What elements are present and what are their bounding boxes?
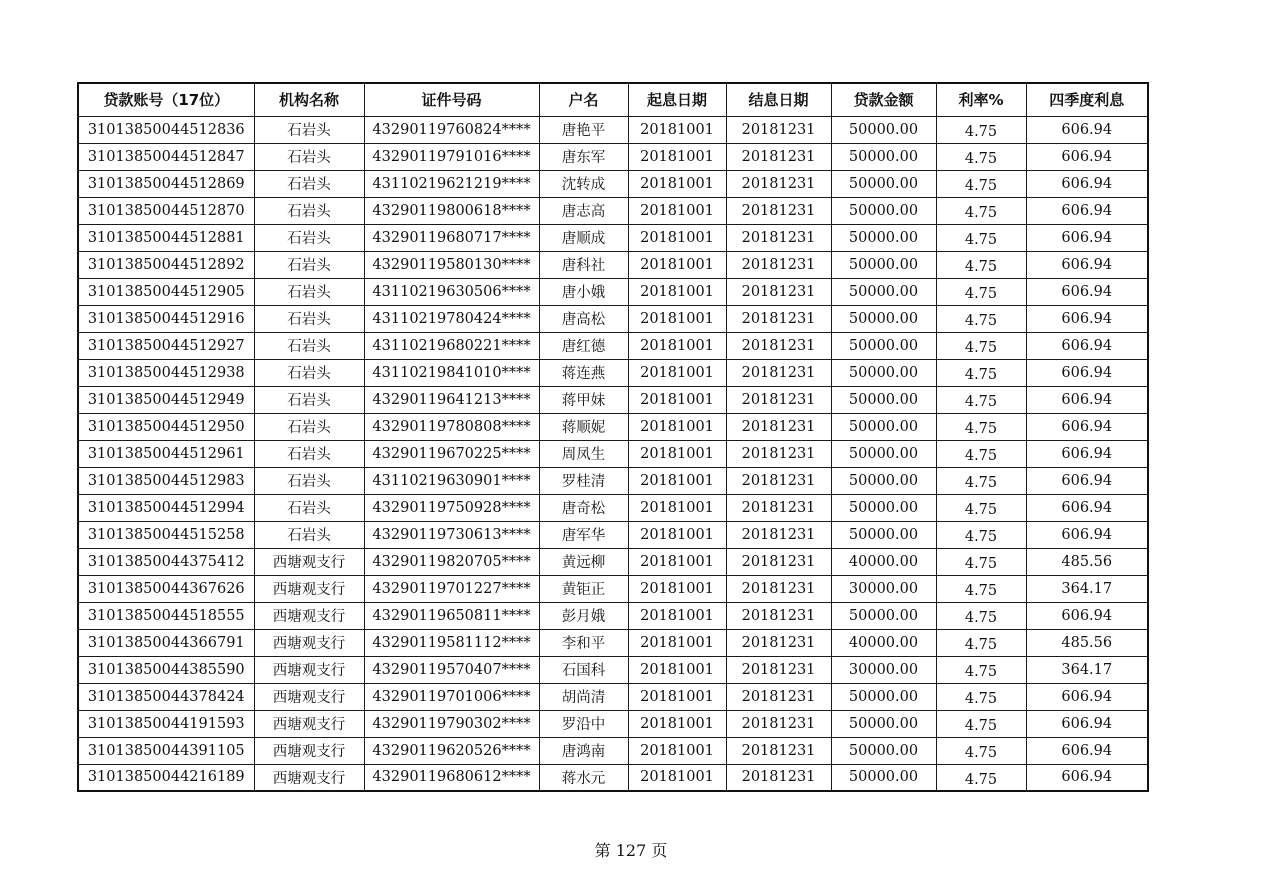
start-date-cell: 20181001 xyxy=(628,494,726,521)
institution-cell: 石岩头 xyxy=(254,467,364,494)
interest-rate-cell: 4.75 xyxy=(936,278,1026,305)
interest-rate-cell: 4.75 xyxy=(936,710,1026,737)
id-number-cell: 43290119680612**** xyxy=(364,764,539,791)
start-date-cell: 20181001 xyxy=(628,656,726,683)
loan-account-cell: 31013850044512836 xyxy=(78,116,254,143)
interest-rate-cell: 4.75 xyxy=(936,737,1026,764)
settlement-date-cell: 20181231 xyxy=(726,683,831,710)
account-name-cell: 周凤生 xyxy=(539,440,628,467)
q4-interest-cell: 606.94 xyxy=(1026,413,1148,440)
account-name-cell: 唐红德 xyxy=(539,332,628,359)
q4-interest-cell: 606.94 xyxy=(1026,683,1148,710)
loan-account-cell: 31013850044191593 xyxy=(78,710,254,737)
interest-rate-cell: 4.75 xyxy=(936,629,1026,656)
start-date-cell: 20181001 xyxy=(628,332,726,359)
q4-interest-cell: 606.94 xyxy=(1026,143,1148,170)
loan-account-cell: 31013850044512905 xyxy=(78,278,254,305)
loan-amount-cell: 40000.00 xyxy=(831,548,936,575)
id-number-cell: 43110219841010**** xyxy=(364,359,539,386)
q4-interest-cell: 606.94 xyxy=(1026,494,1148,521)
loan-account-cell: 31013850044512994 xyxy=(78,494,254,521)
loan-account-cell: 31013850044512869 xyxy=(78,170,254,197)
loan-account-cell: 31013850044512949 xyxy=(78,386,254,413)
loan-account-cell: 31013850044512881 xyxy=(78,224,254,251)
interest-rate-cell: 4.75 xyxy=(936,467,1026,494)
account-name-cell: 黄钜正 xyxy=(539,575,628,602)
settlement-date-cell: 20181231 xyxy=(726,656,831,683)
id-number-cell: 43290119750928**** xyxy=(364,494,539,521)
q4-interest-cell: 606.94 xyxy=(1026,305,1148,332)
loan-amount-cell: 50000.00 xyxy=(831,440,936,467)
interest-rate-cell: 4.75 xyxy=(936,413,1026,440)
start-date-cell: 20181001 xyxy=(628,602,726,629)
header-row xyxy=(78,83,1148,116)
settlement-date-cell: 20181231 xyxy=(726,764,831,791)
table-row xyxy=(78,764,1148,791)
loan-amount-cell: 50000.00 xyxy=(831,683,936,710)
settlement-date-cell: 20181231 xyxy=(726,170,831,197)
id-number-cell: 43290119581112**** xyxy=(364,629,539,656)
account-name-cell: 李和平 xyxy=(539,629,628,656)
header-settlement-date: 结息日期 xyxy=(726,83,831,116)
interest-rate-cell: 4.75 xyxy=(936,602,1026,629)
table-row xyxy=(78,305,1148,332)
account-name-cell: 罗桂清 xyxy=(539,467,628,494)
id-number-cell: 43290119701006**** xyxy=(364,683,539,710)
loan-account-cell: 31013850044512938 xyxy=(78,359,254,386)
start-date-cell: 20181001 xyxy=(628,683,726,710)
institution-cell: 石岩头 xyxy=(254,143,364,170)
loan-amount-cell: 50000.00 xyxy=(831,359,936,386)
table-body xyxy=(78,116,1148,791)
q4-interest-cell: 606.94 xyxy=(1026,332,1148,359)
interest-rate-cell: 4.75 xyxy=(936,143,1026,170)
id-number-cell: 43290119680717**** xyxy=(364,224,539,251)
loan-amount-cell: 50000.00 xyxy=(831,224,936,251)
settlement-date-cell: 20181231 xyxy=(726,521,831,548)
table-row xyxy=(78,440,1148,467)
id-number-cell: 43290119641213**** xyxy=(364,386,539,413)
q4-interest-cell: 606.94 xyxy=(1026,116,1148,143)
header-institution: 机构名称 xyxy=(254,83,364,116)
settlement-date-cell: 20181231 xyxy=(726,602,831,629)
id-number-cell: 43290119670225**** xyxy=(364,440,539,467)
account-name-cell: 蒋甲妹 xyxy=(539,386,628,413)
loan-amount-cell: 50000.00 xyxy=(831,305,936,332)
settlement-date-cell: 20181231 xyxy=(726,278,831,305)
start-date-cell: 20181001 xyxy=(628,359,726,386)
institution-cell: 石岩头 xyxy=(254,251,364,278)
account-name-cell: 罗沿中 xyxy=(539,710,628,737)
institution-cell: 石岩头 xyxy=(254,278,364,305)
settlement-date-cell: 20181231 xyxy=(726,332,831,359)
account-name-cell: 彭月娥 xyxy=(539,602,628,629)
id-number-cell: 43110219680221**** xyxy=(364,332,539,359)
loan-account-cell: 31013850044512870 xyxy=(78,197,254,224)
table-row xyxy=(78,629,1148,656)
loan-account-cell: 31013850044512961 xyxy=(78,440,254,467)
account-name-cell: 黄远柳 xyxy=(539,548,628,575)
loan-account-cell: 31013850044512927 xyxy=(78,332,254,359)
account-name-cell: 唐艳平 xyxy=(539,116,628,143)
id-number-cell: 43110219630901**** xyxy=(364,467,539,494)
account-name-cell: 石国科 xyxy=(539,656,628,683)
id-number-cell: 43110219630506**** xyxy=(364,278,539,305)
account-name-cell: 蒋水元 xyxy=(539,764,628,791)
account-name-cell: 蒋顺妮 xyxy=(539,413,628,440)
id-number-cell: 43290119820705**** xyxy=(364,548,539,575)
account-name-cell: 唐军华 xyxy=(539,521,628,548)
account-name-cell: 唐小娥 xyxy=(539,278,628,305)
settlement-date-cell: 20181231 xyxy=(726,224,831,251)
institution-cell: 石岩头 xyxy=(254,116,364,143)
q4-interest-cell: 606.94 xyxy=(1026,224,1148,251)
table-row xyxy=(78,251,1148,278)
table-row xyxy=(78,548,1148,575)
start-date-cell: 20181001 xyxy=(628,467,726,494)
loan-amount-cell: 40000.00 xyxy=(831,629,936,656)
interest-rate-cell: 4.75 xyxy=(936,197,1026,224)
interest-rate-cell: 4.75 xyxy=(936,170,1026,197)
q4-interest-cell: 606.94 xyxy=(1026,521,1148,548)
table-row xyxy=(78,359,1148,386)
loan-account-cell: 31013850044378424 xyxy=(78,683,254,710)
table-row xyxy=(78,143,1148,170)
loan-amount-cell: 50000.00 xyxy=(831,251,936,278)
table-row xyxy=(78,278,1148,305)
loan-account-cell: 31013850044391105 xyxy=(78,737,254,764)
loan-amount-cell: 50000.00 xyxy=(831,197,936,224)
settlement-date-cell: 20181231 xyxy=(726,305,831,332)
loan-amount-cell: 30000.00 xyxy=(831,656,936,683)
loan-account-cell: 31013850044512950 xyxy=(78,413,254,440)
start-date-cell: 20181001 xyxy=(628,575,726,602)
loan-interest-table xyxy=(77,82,1149,792)
institution-cell: 石岩头 xyxy=(254,521,364,548)
institution-cell: 西塘观支行 xyxy=(254,548,364,575)
id-number-cell: 43290119791016**** xyxy=(364,143,539,170)
header-q4-interest: 四季度利息 xyxy=(1026,83,1148,116)
start-date-cell: 20181001 xyxy=(628,413,726,440)
institution-cell: 西塘观支行 xyxy=(254,575,364,602)
loan-amount-cell: 50000.00 xyxy=(831,413,936,440)
id-number-cell: 43110219621219**** xyxy=(364,170,539,197)
settlement-date-cell: 20181231 xyxy=(726,494,831,521)
institution-cell: 石岩头 xyxy=(254,413,364,440)
settlement-date-cell: 20181231 xyxy=(726,629,831,656)
institution-cell: 西塘观支行 xyxy=(254,629,364,656)
account-name-cell: 唐科社 xyxy=(539,251,628,278)
loan-account-cell: 31013850044375412 xyxy=(78,548,254,575)
interest-rate-cell: 4.75 xyxy=(936,521,1026,548)
institution-cell: 石岩头 xyxy=(254,494,364,521)
loan-amount-cell: 50000.00 xyxy=(831,278,936,305)
loan-amount-cell: 50000.00 xyxy=(831,710,936,737)
loan-amount-cell: 50000.00 xyxy=(831,602,936,629)
table-row xyxy=(78,170,1148,197)
loan-amount-cell: 50000.00 xyxy=(831,737,936,764)
q4-interest-cell: 485.56 xyxy=(1026,548,1148,575)
institution-cell: 西塘观支行 xyxy=(254,737,364,764)
id-number-cell: 43290119800618**** xyxy=(364,197,539,224)
q4-interest-cell: 606.94 xyxy=(1026,278,1148,305)
start-date-cell: 20181001 xyxy=(628,521,726,548)
table-row xyxy=(78,521,1148,548)
institution-cell: 石岩头 xyxy=(254,305,364,332)
id-number-cell: 43290119620526**** xyxy=(364,737,539,764)
start-date-cell: 20181001 xyxy=(628,170,726,197)
settlement-date-cell: 20181231 xyxy=(726,359,831,386)
loan-amount-cell: 50000.00 xyxy=(831,494,936,521)
start-date-cell: 20181001 xyxy=(628,143,726,170)
id-number-cell: 43290119780808**** xyxy=(364,413,539,440)
interest-rate-cell: 4.75 xyxy=(936,494,1026,521)
start-date-cell: 20181001 xyxy=(628,251,726,278)
institution-cell: 石岩头 xyxy=(254,197,364,224)
institution-cell: 石岩头 xyxy=(254,386,364,413)
loan-account-cell: 31013850044367626 xyxy=(78,575,254,602)
table-row xyxy=(78,602,1148,629)
start-date-cell: 20181001 xyxy=(628,440,726,467)
q4-interest-cell: 606.94 xyxy=(1026,764,1148,791)
q4-interest-cell: 606.94 xyxy=(1026,251,1148,278)
settlement-date-cell: 20181231 xyxy=(726,413,831,440)
interest-rate-cell: 4.75 xyxy=(936,683,1026,710)
institution-cell: 西塘观支行 xyxy=(254,602,364,629)
table-row xyxy=(78,386,1148,413)
table-row xyxy=(78,332,1148,359)
table-row xyxy=(78,683,1148,710)
institution-cell: 石岩头 xyxy=(254,332,364,359)
settlement-date-cell: 20181231 xyxy=(726,143,831,170)
interest-rate-cell: 4.75 xyxy=(936,116,1026,143)
interest-rate-cell: 4.75 xyxy=(936,332,1026,359)
start-date-cell: 20181001 xyxy=(628,764,726,791)
table-row xyxy=(78,575,1148,602)
institution-cell: 石岩头 xyxy=(254,224,364,251)
loan-account-cell: 31013850044512847 xyxy=(78,143,254,170)
loan-account-cell: 31013850044518555 xyxy=(78,602,254,629)
q4-interest-cell: 606.94 xyxy=(1026,602,1148,629)
loan-amount-cell: 50000.00 xyxy=(831,467,936,494)
interest-rate-cell: 4.75 xyxy=(936,359,1026,386)
interest-rate-cell: 4.75 xyxy=(936,764,1026,791)
loan-amount-cell: 50000.00 xyxy=(831,521,936,548)
q4-interest-cell: 606.94 xyxy=(1026,170,1148,197)
institution-cell: 西塘观支行 xyxy=(254,683,364,710)
loan-account-cell: 31013850044366791 xyxy=(78,629,254,656)
q4-interest-cell: 606.94 xyxy=(1026,737,1148,764)
q4-interest-cell: 485.56 xyxy=(1026,629,1148,656)
interest-rate-cell: 4.75 xyxy=(936,224,1026,251)
interest-rate-cell: 4.75 xyxy=(936,305,1026,332)
id-number-cell: 43290119650811**** xyxy=(364,602,539,629)
start-date-cell: 20181001 xyxy=(628,116,726,143)
q4-interest-cell: 364.17 xyxy=(1026,575,1148,602)
loan-amount-cell: 50000.00 xyxy=(831,332,936,359)
start-date-cell: 20181001 xyxy=(628,278,726,305)
q4-interest-cell: 364.17 xyxy=(1026,656,1148,683)
header-interest-rate: 利率% xyxy=(936,83,1026,116)
start-date-cell: 20181001 xyxy=(628,305,726,332)
account-name-cell: 唐鸿南 xyxy=(539,737,628,764)
account-name-cell: 唐志高 xyxy=(539,197,628,224)
header-loan-account: 贷款账号（17位） xyxy=(78,83,254,116)
id-number-cell: 43290119790302**** xyxy=(364,710,539,737)
settlement-date-cell: 20181231 xyxy=(726,251,831,278)
id-number-cell: 43290119730613**** xyxy=(364,521,539,548)
loan-amount-cell: 50000.00 xyxy=(831,116,936,143)
start-date-cell: 20181001 xyxy=(628,548,726,575)
institution-cell: 西塘观支行 xyxy=(254,710,364,737)
q4-interest-cell: 606.94 xyxy=(1026,386,1148,413)
institution-cell: 西塘观支行 xyxy=(254,656,364,683)
header-id-number: 证件号码 xyxy=(364,83,539,116)
interest-rate-cell: 4.75 xyxy=(936,440,1026,467)
table-row xyxy=(78,467,1148,494)
settlement-date-cell: 20181231 xyxy=(726,467,831,494)
id-number-cell: 43290119701227**** xyxy=(364,575,539,602)
loan-account-cell: 31013850044512892 xyxy=(78,251,254,278)
settlement-date-cell: 20181231 xyxy=(726,737,831,764)
table-row xyxy=(78,494,1148,521)
loan-account-cell: 31013850044385590 xyxy=(78,656,254,683)
settlement-date-cell: 20181231 xyxy=(726,440,831,467)
id-number-cell: 43290119580130**** xyxy=(364,251,539,278)
q4-interest-cell: 606.94 xyxy=(1026,197,1148,224)
loan-amount-cell: 50000.00 xyxy=(831,170,936,197)
loan-account-cell: 31013850044512983 xyxy=(78,467,254,494)
interest-rate-cell: 4.75 xyxy=(936,386,1026,413)
table-row xyxy=(78,413,1148,440)
settlement-date-cell: 20181231 xyxy=(726,386,831,413)
header-account-name: 户名 xyxy=(539,83,628,116)
settlement-date-cell: 20181231 xyxy=(726,575,831,602)
table-row xyxy=(78,710,1148,737)
start-date-cell: 20181001 xyxy=(628,197,726,224)
institution-cell: 石岩头 xyxy=(254,359,364,386)
start-date-cell: 20181001 xyxy=(628,629,726,656)
q4-interest-cell: 606.94 xyxy=(1026,359,1148,386)
interest-rate-cell: 4.75 xyxy=(936,251,1026,278)
table-row xyxy=(78,737,1148,764)
settlement-date-cell: 20181231 xyxy=(726,116,831,143)
loan-account-cell: 31013850044515258 xyxy=(78,521,254,548)
table-row xyxy=(78,116,1148,143)
interest-rate-cell: 4.75 xyxy=(936,575,1026,602)
loan-amount-cell: 50000.00 xyxy=(831,386,936,413)
loan-amount-cell: 50000.00 xyxy=(831,143,936,170)
institution-cell: 石岩头 xyxy=(254,170,364,197)
account-name-cell: 唐东军 xyxy=(539,143,628,170)
account-name-cell: 蒋连燕 xyxy=(539,359,628,386)
page-number: 第 127 页 xyxy=(594,841,668,860)
table-row xyxy=(78,224,1148,251)
start-date-cell: 20181001 xyxy=(628,224,726,251)
interest-rate-cell: 4.75 xyxy=(936,548,1026,575)
table-row xyxy=(78,197,1148,224)
q4-interest-cell: 606.94 xyxy=(1026,710,1148,737)
loan-account-cell: 31013850044216189 xyxy=(78,764,254,791)
account-name-cell: 胡尚清 xyxy=(539,683,628,710)
start-date-cell: 20181001 xyxy=(628,710,726,737)
settlement-date-cell: 20181231 xyxy=(726,548,831,575)
settlement-date-cell: 20181231 xyxy=(726,710,831,737)
q4-interest-cell: 606.94 xyxy=(1026,467,1148,494)
institution-cell: 西塘观支行 xyxy=(254,764,364,791)
id-number-cell: 43110219780424**** xyxy=(364,305,539,332)
account-name-cell: 唐奇松 xyxy=(539,494,628,521)
id-number-cell: 43290119570407**** xyxy=(364,656,539,683)
account-name-cell: 唐顺成 xyxy=(539,224,628,251)
id-number-cell: 43290119760824**** xyxy=(364,116,539,143)
institution-cell: 石岩头 xyxy=(254,440,364,467)
account-name-cell: 沈转成 xyxy=(539,170,628,197)
table-row xyxy=(78,656,1148,683)
header-loan-amount: 贷款金额 xyxy=(831,83,936,116)
table-header xyxy=(78,83,1148,116)
loan-amount-cell: 30000.00 xyxy=(831,575,936,602)
account-name-cell: 唐高松 xyxy=(539,305,628,332)
settlement-date-cell: 20181231 xyxy=(726,197,831,224)
loan-account-cell: 31013850044512916 xyxy=(78,305,254,332)
start-date-cell: 20181001 xyxy=(628,737,726,764)
start-date-cell: 20181001 xyxy=(628,386,726,413)
q4-interest-cell: 606.94 xyxy=(1026,440,1148,467)
loan-amount-cell: 50000.00 xyxy=(831,764,936,791)
header-start-date: 起息日期 xyxy=(628,83,726,116)
interest-rate-cell: 4.75 xyxy=(936,656,1026,683)
